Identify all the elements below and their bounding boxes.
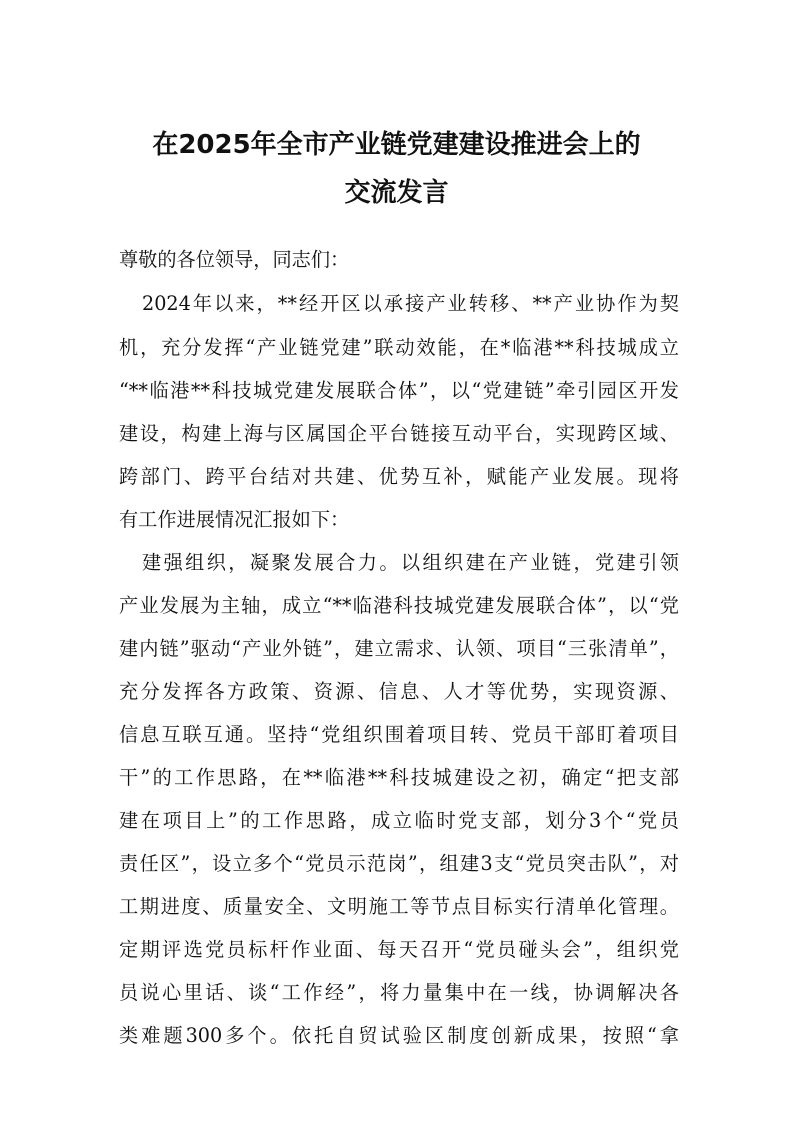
paragraph-2-line-3: 建内链”驱动“产业外链”，建立需求、认领、项目“三张清单”， [119,637,679,660]
paragraph-2-line-11: 员说心里话、谈“工作经”，将力量集中在一线，协调解决各 [119,981,679,1004]
paragraph-2-line-1: 建强组织，凝聚发展合力。以组织建在产业链，党建引领 [142,551,679,574]
paragraph-1-line-4: 建设，构建上海与区属国企平台链接互动平台，实现跨区域、 [119,422,679,445]
paragraph-2-line-2: 产业发展为主轴，成立“**临港科技城党建发展联合体”，以“党 [119,594,679,617]
paragraph-2-line-4: 充分发挥各方政策、资源、信息、人才等优势，实现资源、 [119,680,679,703]
paragraph-2-line-8: 责任区”，设立多个“党员示范岗”，组建3支“党员突击队”，对 [119,852,679,875]
paragraph-2-line-5: 信息互联互通。坚持“党组织围着项目转、党员干部盯着项目 [119,723,679,746]
paragraph-1-line-1: 2024年以来，**经开区以承接产业转移、**产业协作为契 [142,292,679,315]
paragraph-2-line-9: 工期进度、质量安全、文明施工等节点目标实行清单化管理。 [119,895,679,918]
paragraph-1-line-2: 机，充分发挥“产业链党建”联动效能，在*临港**科技城成立 [119,336,679,359]
salutation: 尊敬的各位领导，同志们： [119,248,350,271]
document-title-line-2: 交流发言 [344,178,449,208]
paragraph-2-line-7: 建在项目上”的工作思路，成立临时党支部，划分3个“党员 [119,809,679,832]
paragraph-2-line-12: 类难题300多个。依托自贸试验区制度创新成果，按照“拿 [119,1024,679,1047]
paragraph-1-line-5: 跨部门、跨平台结对共建、优势互补，赋能产业发展。现将 [119,465,679,488]
paragraph-2-line-10: 定期评选党员标杆作业面、每天召开“党员碰头会”，组织党 [119,938,679,961]
paragraph-2-line-6: 干”的工作思路，在**临港**科技城建设之初，确定“把支部 [119,766,679,789]
document-title-line-1: 在2025年全市产业链党建建设推进会上的 [152,130,641,160]
paragraph-1-line-3: “**临港**科技城党建发展联合体”，以“党建链”牵引园区开发 [119,379,679,402]
paragraph-1-line-6: 有工作进展情况汇报如下： [119,508,350,531]
